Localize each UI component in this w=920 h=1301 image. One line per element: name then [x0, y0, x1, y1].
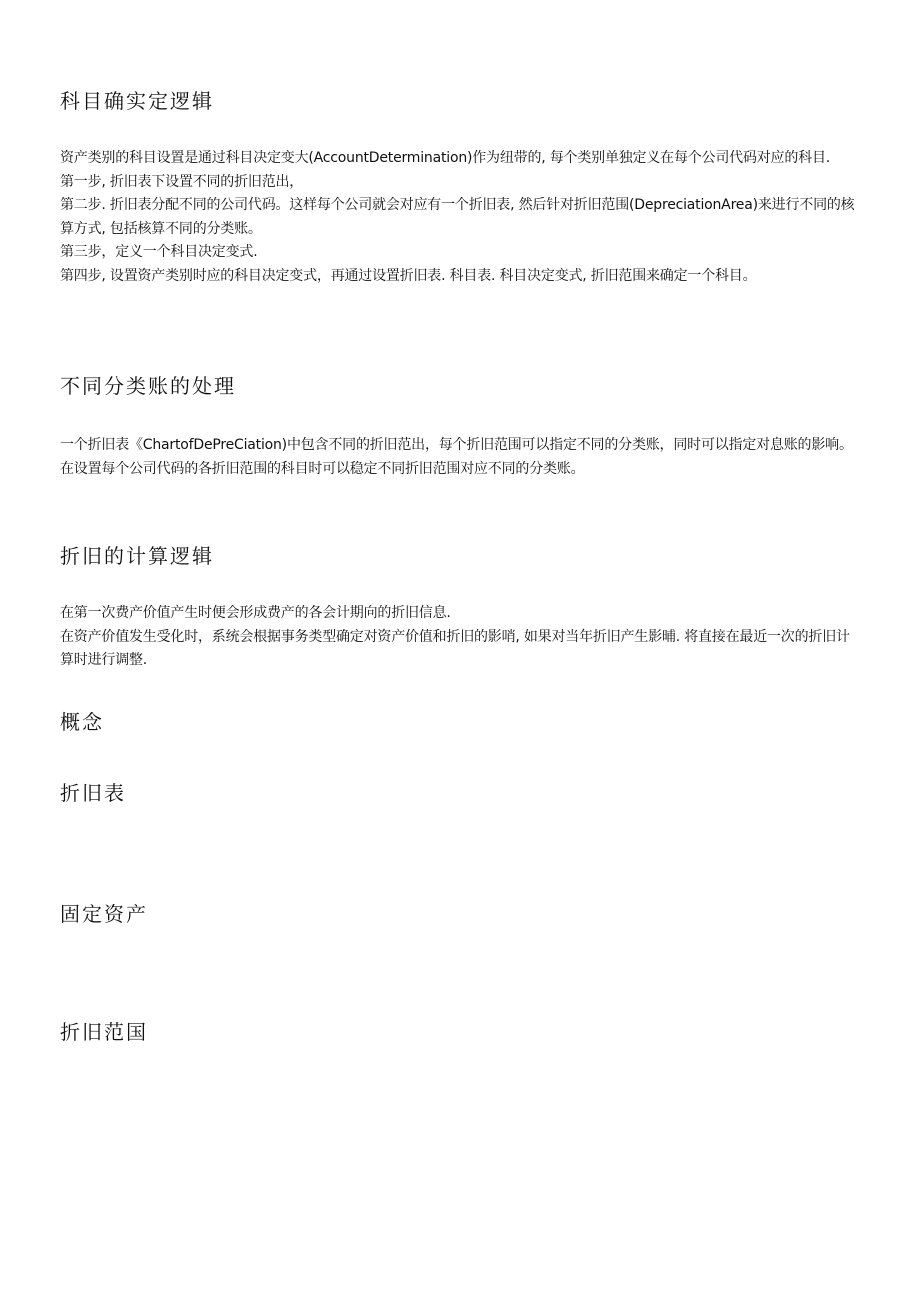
- heading-depreciation-area: 折旧范国: [60, 1020, 148, 1044]
- section-body-ledger-handling: [60, 434, 860, 481]
- section-body-depreciation-calc: [60, 602, 860, 673]
- paragraph-line: 第一步, 折旧表下设置不同的折旧范出，: [60, 173, 304, 190]
- paragraph-line: 第二步. 折旧表分配不同的公司代码。这样每个公司就会对应有一个折旧表, 然后针对折旧范围(DepreciationArea)来进行不同的核算方式, 包括核算不同的分类账。: [60, 197, 855, 237]
- heading-fixed-assets: 固定资产: [60, 902, 148, 926]
- paragraph-line: 在第一次费产价值产生时便会形成费产的各会计期向的折旧信息.: [60, 605, 451, 621]
- paragraph-line: 资产类别的科目设置是通过科目决定变大(AccountDetermination)作为纽带的, 每个类别单独定义在每个公司代码对应的科目.: [60, 150, 831, 166]
- paragraph-line: 一个折旧表《ChartofDePreCiation)中包含不同的折旧范出，每个折旧范围可以指定不同的分类账，同时可以指定对息账的影响。: [60, 437, 853, 453]
- section-heading-account-determination: 科目确实定逻辑: [60, 89, 214, 113]
- section-heading-ledger-handling: 不同分类账的处理: [60, 374, 236, 398]
- paragraph-line: 第四步, 设置资产类别时应的科目决定变式，再通过设置折旧表. 科目表. 科目决定变式, 折旧范围来确定一个科目。: [60, 267, 757, 284]
- heading-depreciation-table: 折旧表: [60, 781, 126, 805]
- heading-concept: 概念: [60, 710, 104, 734]
- paragraph-line: 在资产价值发生受化时，系统会根据事务类型确定对资产价值和折旧的影哨, 如果对当年折旧产生影晡. 将直接在最近一次的折旧计算时进行调整.: [60, 628, 850, 668]
- paragraph-line: 第三步，定义一个科目决定变式.: [60, 244, 258, 260]
- section-body-account-determination: [60, 147, 860, 288]
- section-heading-depreciation-calc: 折旧的计算逻辑: [60, 544, 214, 568]
- paragraph-line: 在设置每个公司代码的各折旧范围的科目时可以稳定不同折旧范围对应不同的分类账。: [60, 460, 585, 477]
